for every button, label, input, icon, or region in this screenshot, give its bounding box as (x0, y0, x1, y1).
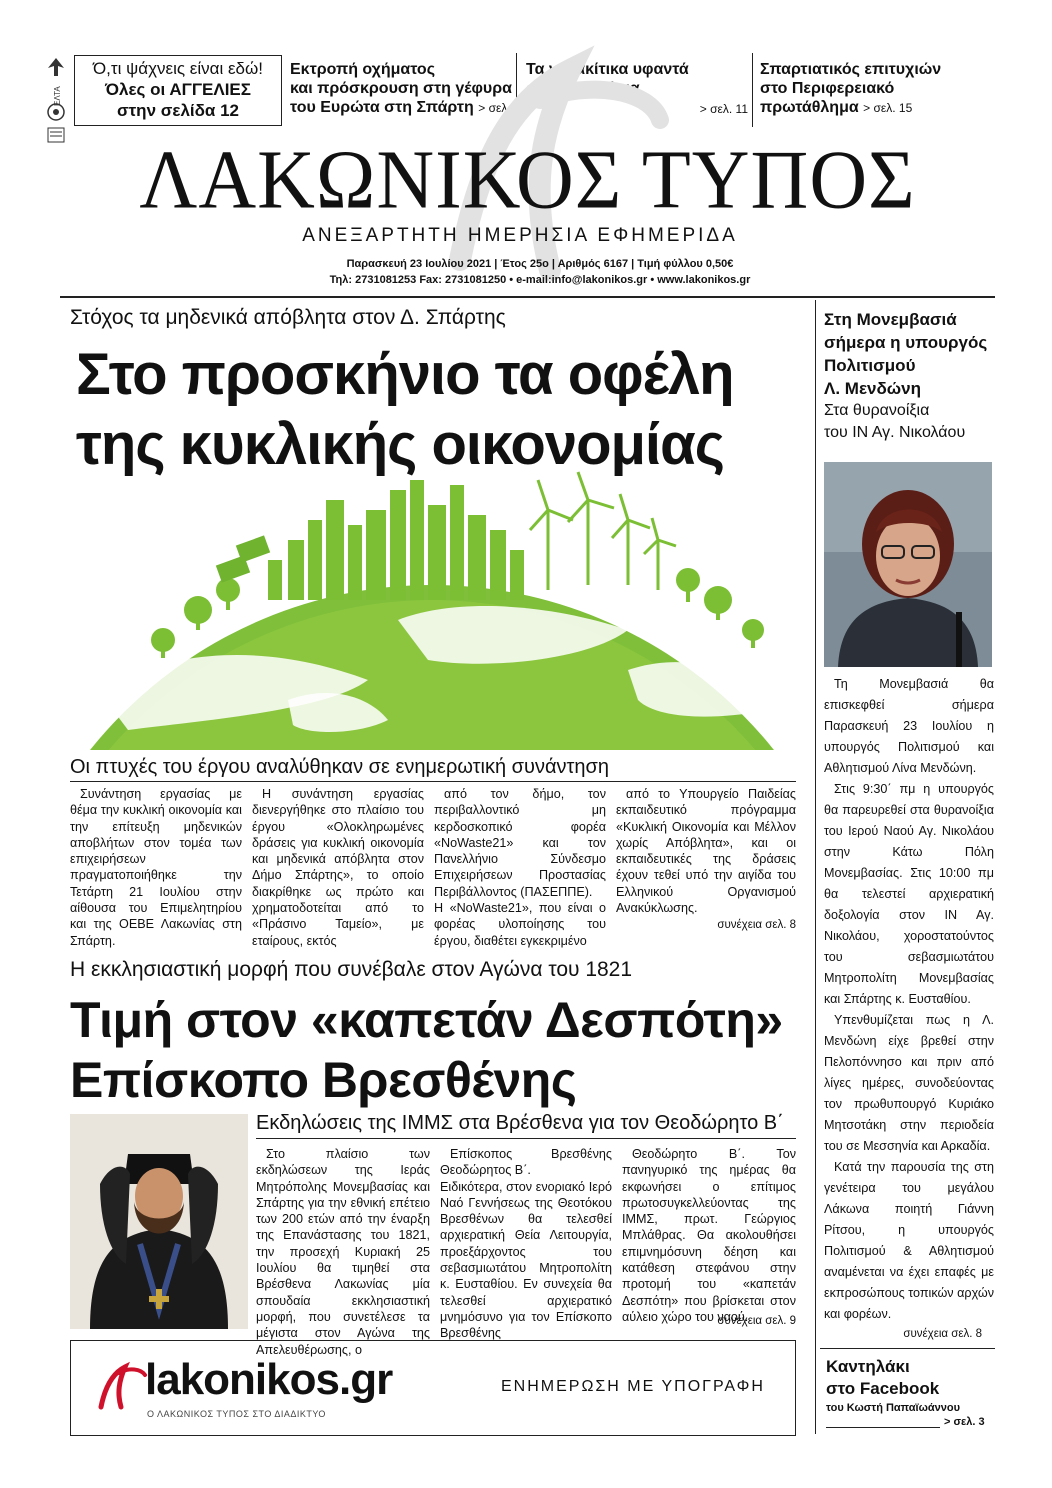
promo-line: στο Facebook (826, 1379, 940, 1398)
story1-subhead: Οι πτυχές του έργου αναλύθηκαν σε ενημερωτική συνάντηση (70, 756, 610, 778)
story2-continued[interactable]: συνέχεια σελ. 9 (717, 1315, 796, 1327)
web-logo-mark (95, 1361, 151, 1411)
story2-headline[interactable] (70, 990, 800, 1110)
bishop-portrait (70, 1114, 248, 1329)
postal-stamp (44, 54, 68, 146)
teaser-1-line: του Ευρώτα στη Σπάρτη (290, 99, 474, 116)
teaser-3-line: στο Περιφερειακό (760, 80, 895, 97)
story2-headline-line: Τιμή στον «καπετάν Δεσπότη» (70, 992, 783, 1048)
story2-column-1: Στο πλαίσιο των εκδηλώσεων της Ιεράς Μητρόπολης Μονεμβασίας και Σπάρτης για την εθνική επέτειο των 200 ετών από την έναρξη της Επανάστασης του 1821, την προσεχή Κυριακή 25 Ιουλίου θα τιμηθεί στα Βρέσθενα Λακωνίας μία σπουδαία εκκλησιαστική μορφή, που συνετέλεσε τα μέγιστα στον Αγώνα της Απελευθέρωσης, ο (256, 1147, 430, 1357)
story2-subhead: Εκδηλώσεις της ΙΜΜΣ στα Βρέσθενα για τον Θεοδώρητο Β΄ (256, 1112, 784, 1134)
newspaper-title: ΛΑΚΩΝΙΚΟΣ ΤΥΠΟΣ (139, 133, 916, 227)
sidebar-title-line: Στη Μονεμβασιά (824, 310, 957, 329)
classifieds-line2: Όλες οι ΑΓΓΕΛΙΕΣ (105, 80, 251, 99)
contact-line: Τηλ: 2731081253 Fax: 2731081250 • e-mail:info@lakonikos.gr • www.lakonikos.gr (329, 274, 751, 286)
story2-kicker: Η εκκλησιαστική μορφή που συνέβαλε στον Αγώνα του 1821 (70, 958, 633, 981)
sidebar-body-2: Στις 9:30΄ πμ η υπουργός θα παρευρεθεί στα θυρανοίξια του Ιερού Ναού Αγ. Νικολάου στην Κάτω Πόλη Μονεμβασίας. Στις 10:00 πμ θα τελεστεί αρχιερατική δοξολογία στον ΙΝ Αγ. Νικολάου, χοροστατούντος του σεβασμιωτάτου Μητροπολίτη Μονεμβασίας και Σπάρτης κ. Ευσταθίου. (824, 782, 994, 1006)
story1-column-1: Συνάντηση εργασίας με θέμα την κυκλική οικονομία και την επίτευξη μηδενικών αποβλήτων στον τομέα των επιχειρήσεων πραγματοποιήθηκε την Τετάρτη 21 Ιουλίου στην αίθουσα του Επιμελητηρίου και της ΟΕΒΕ Λακωνίας στη Σπάρτη. (70, 787, 242, 948)
sidebar-body-4: Κατά την παρουσία της στη γενέτειρα του μεγάλου Λάκωνα ποιητή Γιάννη Ρίτσου, η υπουργός Πολιτισμού & Αθλητισμού αναμένεται να έχει επαφές με εκπροσώπους τοπικών αρχών και φορέων. (824, 1160, 994, 1321)
sidebar-title[interactable] (824, 308, 994, 444)
sidebar-title-line: Λ. Μενδώνη (824, 379, 921, 398)
teaser-3-page: > σελ. 15 (863, 101, 913, 115)
sidebar-sub-line: Στα θυρανοίξια (824, 402, 930, 419)
newspaper-subtitle: ΑΝΕΞΑΡΤΗΤΗ ΗΜΕΡΗΣΙΑ ΕΦΗΜΕΡΙΔΑ (302, 225, 738, 246)
teaser-1-line: και πρόσκρουση στη γέφυρα (290, 80, 512, 97)
story1-headline-line: της κυκλικής οικονομίας (76, 412, 724, 477)
sidebar-body-1: Τη Μονεμβασιά θα επισκεφθεί σήμερα Παρασκευή 23 Ιουλίου η υπουργός Πολιτισμού και Αθλητισμού Λίνα Μενδώνη. (824, 677, 994, 775)
teaser-3-line: Σπαρτιατικός επιτυχιών (760, 61, 942, 78)
minister-portrait (824, 462, 992, 667)
postal-label: ΕΛΤΑ (53, 86, 62, 106)
web-logo-text: lakonikos.gr (145, 1355, 393, 1404)
promo-page: > σελ. 3 (944, 1416, 985, 1428)
web-logo-tagline: Ο ΛΑΚΩΝΙΚΟΣ ΤΥΠΟΣ ΣΤΟ ΔΙΑΔΙΚΤΥΟ (147, 1409, 326, 1419)
story1-column-4: από το Υπουργείο Παιδείας εκπαιδευτικό πρόγραμμα «Κυκλική Οικονομία και Μέλλον χωρίς Απόβλητα», και οι εκπαιδευτικές της δράσεις έχουν τεθεί υπό την αιγίδα του Ελληνικού Οργανισμού Ανακύκλωσης. (616, 787, 796, 916)
web-slogan: ΕΝΗΜΕΡΩΣΗ ΜΕ ΥΠΟΓΡΑΦΗ (501, 1378, 765, 1395)
promo-author: του Κωστή Παπαϊωάννου (826, 1402, 961, 1414)
story1-kicker: Στόχος τα μηδενικά απόβλητα στον Δ. Σπάρτης (70, 306, 506, 329)
story1-column-2: Η συνάντηση εργασίας διενεργήθηκε στο πλαίσιο του έργου «Ολοκληρωμένες δράσεις για κυκλική οικονομία και μηδενικά απόβλητα στον Δήμο Σπάρτης», το οποίο διακρίθηκε ως πρώτο και χρηματοδοτείται από το «Πράσινο Ταμείο», με εταίρους, εκτός (252, 787, 424, 948)
lakonikos-web-banner[interactable] (70, 1340, 796, 1436)
story2-headline-line: Επίσκοπο Βρεσθένης (70, 1052, 577, 1108)
teaser-2-line: στα μπαλκόνια (526, 80, 640, 97)
teaser-3-line: πρωτάθλημα (760, 99, 859, 116)
classifieds-line1: Ό,τι ψάχνεις είναι εδώ! (93, 59, 263, 78)
sidebar-continued[interactable]: συνέχεια σελ. 8 (903, 1328, 982, 1340)
story1-illustration (68, 470, 796, 750)
promo-line: Καντηλάκι (826, 1357, 910, 1376)
sidebar-title-line: Πολιτισμού (824, 356, 916, 375)
story2-column-2: Επίσκοπος Βρεσθένης Θεοδώρητος Β΄. Ειδικότερα, στον ενοριακό Ιερό Ναό Γεννήσεως της Θεοτόκου Βρεσθένων θα τελεσθεί αρχιερατική Θεία Λειτουργία, προεξάρχοντος του σεβασμιωτάτου Μητροπολίτη κ. Ευσταθίου. Εν συνεχεία θα τελεσθεί αρχιερατικό μνημόσυνο για τον Επίσκοπο Βρεσθένης (440, 1147, 612, 1341)
teaser-2-page: > σελ. 11 (699, 102, 748, 116)
classifieds-line3: στην σελίδα 12 (116, 101, 240, 120)
facebook-column-promo[interactable] (826, 1356, 994, 1428)
sidebar-sub-line: του ΙΝ Αγ. Νικολάου (824, 424, 966, 441)
story1-continued[interactable]: συνέχεια σελ. 8 (717, 919, 796, 931)
story1-column-3: από τον δήμο, τον περιβαλλοντικό μη κερδοσκοπικό φορέα «NoWaste21» και τον Πανελλήνιο Σύνδεσμο Επιχειρήσεων Προστασίας Περιβάλλοντος (ΠΑΣΕΠΠΕ). Η «NoWaste21», που είναι ο φορέας υλοποίησης του έργου, διαθέτει εγκεκριμένο (434, 787, 606, 948)
teaser-3[interactable] (760, 60, 996, 117)
issue-line: Παρασκευή 23 Ιουλίου 2021 | Έτος 25ο | Αριθμός 6167 | Τιμή φύλλου 0,50€ (346, 258, 734, 270)
story2-column-3: Θεοδώρητο Β΄. Τον πανηγυρικό της ημέρας θα εκφωνήσει ο επίτιμος πρωτοσυγκελλεύοντας της ΙΜΜΣ, πρωτ. Γεώργιος Μπλάθρας. Θα ακολουθήσει επιμνημόσυνη δέηση και κατάθεση στεφάνου στην προτομή του «καπετάν Δεσπότη» που βρίσκεται στον αύλειο χώρο του ναού. (622, 1147, 796, 1324)
teaser-2-line: Τα γερακίτικα υφαντά (526, 61, 689, 78)
sidebar-body-3: Υπενθυμίζεται πως η Λ. Μενδώνη είχε βρεθεί στην Πελοπόννησο και πριν από λίγες ημέρες, συνοδεύοντας τον πρωθυπουργό Κυριάκο Μητσοτάκη στην περιοδεία του σε Μεσσηνία και Αρκαδία. (824, 1013, 994, 1153)
teaser-1-page: > σελ. 7 (478, 101, 521, 115)
sidebar-title-line: σήμερα η υπουργός (824, 333, 988, 352)
teaser-1-line: Εκτροπή οχήματος (290, 61, 436, 78)
classifieds-box[interactable] (74, 55, 282, 126)
story1-headline[interactable] (76, 340, 796, 480)
story1-headline-line: Στο προσκήνιο τα οφέλη (76, 342, 734, 407)
